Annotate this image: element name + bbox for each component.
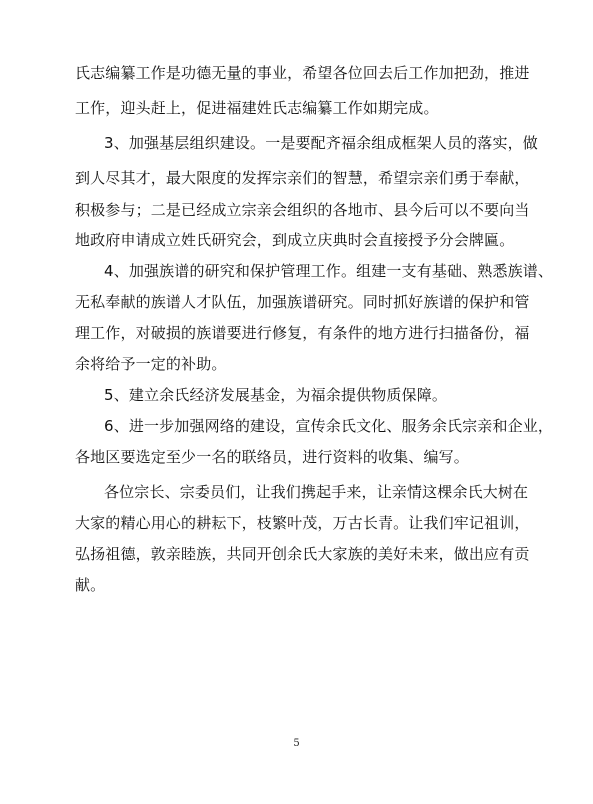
text-line: 4、加强族谱的研究和保护管理工作。组建一支有基础、熟悉族谱、	[104, 262, 554, 280]
text-line: 弘扬祖德，敦亲睦族，共同开创余氏大家族的美好未来，做出应有贡	[75, 545, 530, 563]
text-line: 3、加强基层组织建设。一是要配齐福余组成框架人员的落实，做	[104, 134, 538, 152]
text-line: 工作，迎头赶上，促进福建姓氏志编纂工作如期完成。	[75, 99, 439, 117]
text-line: 地政府申请成立姓氏研究会，到成立庆典时会直接授予分会牌匾。	[75, 231, 515, 249]
text-line: 献。	[75, 576, 106, 594]
text-line: 5、建立余氏经济发展基金，为福余提供物质保障。	[104, 386, 447, 404]
text-line: 各位宗长、宗委员们，让我们携起手来，让亲情这棵余氏大树在	[104, 483, 529, 501]
text-line: 大家的精心用心的耕耘下，枝繁叶茂，万古长青。让我们牢记祖训，	[75, 514, 530, 532]
page-number: 5	[293, 738, 300, 749]
text-line: 6、进一步加强网络的建设，宣传余氏文化、服务余氏宗亲和企业，	[104, 417, 554, 435]
text-line: 无私奉献的族谱人才队伍，加强族谱研究。同时抓好族谱的保护和管	[75, 293, 530, 311]
text-line: 各地区要选定至少一名的联络员，进行资料的收集、编写。	[75, 448, 469, 466]
text-line: 理工作，对破损的族谱要进行修复，有条件的地方进行扫描备份，福	[75, 324, 530, 342]
text-line: 到人尽其才，最大限度的发挥宗亲们的智慧，希望宗亲们勇于奉献，	[75, 169, 530, 187]
text-line: 氏志编纂工作是功德无量的事业，希望各位回去后工作加把劲，推进	[75, 64, 530, 82]
text-line: 积极参与；二是已经成立宗亲会组织的各地市、县今后可以不要向当	[75, 201, 530, 219]
text-line: 余将给予一定的补助。	[75, 355, 227, 373]
